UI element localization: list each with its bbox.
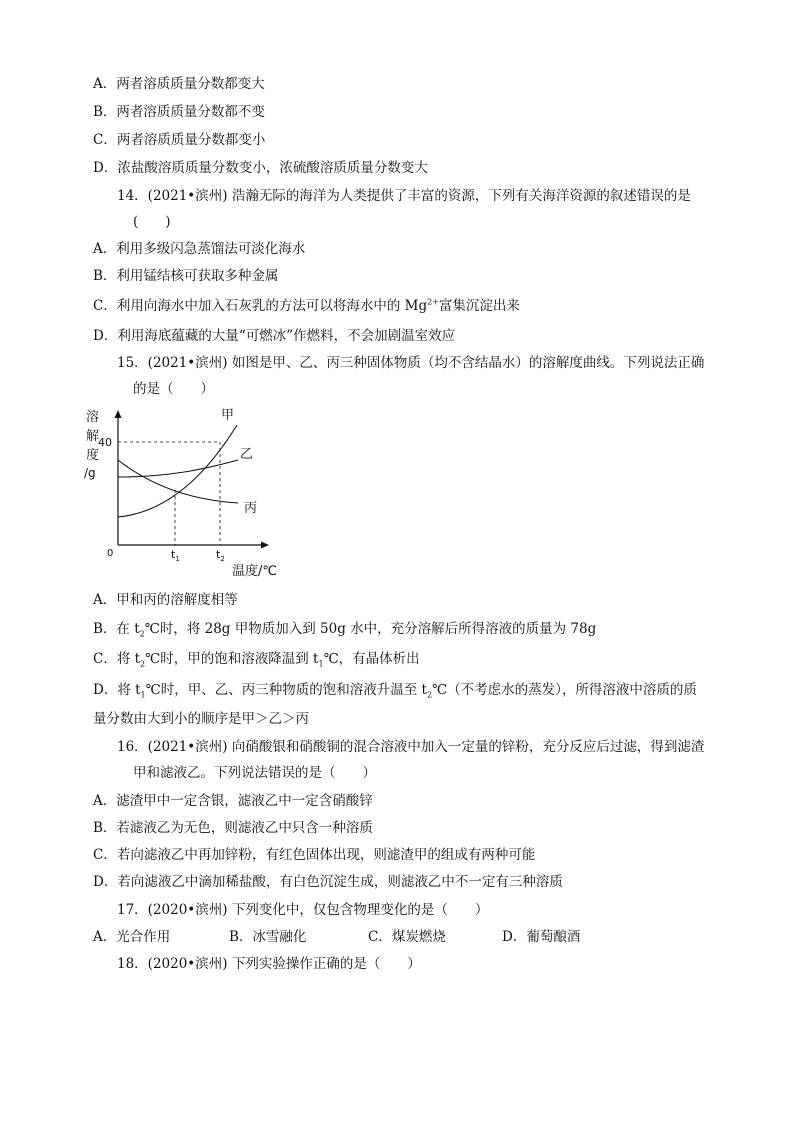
curve-label-yi: 乙 <box>240 447 254 462</box>
x-tick-t2: $t_2$ <box>216 548 225 563</box>
q16-option-c: C．若向滤液乙中再加锌粉，有红色固体出现，则滤渣甲的组成有两种可能 <box>93 847 536 863</box>
q14-option-d: D．利用海底蕴藏的大量“可燃冰”作燃料，不会加剧温室效应 <box>93 328 456 344</box>
x-tick-t1: $t_1$ <box>171 548 180 563</box>
q15-option-d-part1: D．将 t <box>93 682 141 698</box>
q16-option-b: B．若滤液乙为无色，则滤液乙中只含一种溶质 <box>93 820 373 836</box>
q18-stem: 18．(2020•滨州) 下列实验操作正确的是（ ） <box>117 956 421 972</box>
q14-option-c <box>93 297 520 315</box>
y-axis-arrow <box>115 410 122 418</box>
q14-stem: 14．(2021•滨州) 浩瀚无际的海洋为人类提供了丰富的资源，下列有关海洋资源的叙述错误的是 <box>117 188 691 204</box>
q14-stem-cont: ( ) <box>133 214 171 230</box>
q15-option-b-part2: ℃时，将 28g 甲物质加入到 50g 水中，充分溶解后所得溶液的质量为 78g <box>144 621 597 637</box>
q15-option-c <box>93 650 420 668</box>
subscript-1: 1 <box>140 690 146 700</box>
origin-label: 0 <box>107 548 114 559</box>
q15-option-d-part2: ℃时，甲、乙、丙三种物质的饱和溶液升温至 t <box>145 682 427 698</box>
y-tick-40: 40 <box>98 436 112 449</box>
curve-label-jia: 甲 <box>221 408 235 423</box>
q15-option-c-part2: ℃时，甲的饱和溶液降温到 t <box>145 651 319 667</box>
q15-option-b-part1: B．在 t <box>93 621 140 637</box>
q16-option-a: A．滤渣甲中一定含银，滤液乙中一定含硝酸锌 <box>93 793 373 809</box>
mg-charge-sup: 2+ <box>427 297 439 307</box>
ylabel-char-3: 度 <box>86 448 100 463</box>
q17-option-b: B．冰雪融化 <box>229 929 307 945</box>
q15-stem: 15．(2021•滨州) 如图是甲、乙、丙三种固体物质（均不含结晶水）的溶解度曲线。下列说法正确 <box>117 355 705 371</box>
q17-option-c: C．煤炭燃烧 <box>368 929 446 945</box>
ylabel-char-1: 溶 <box>86 410 100 425</box>
q15-stem-cont: 的是（ ） <box>133 381 214 397</box>
ylabel-char-4: /g <box>84 466 96 480</box>
q14-option-b: B．利用锰结核可获取多种金属 <box>93 268 279 284</box>
x-axis-label: 温度/℃ <box>232 564 277 579</box>
q13-option-c: C．两者溶质质量分数都变小 <box>93 132 266 148</box>
q13-option-b: B．两者溶质质量分数都不变 <box>93 104 265 120</box>
curve-label-bing: 丙 <box>244 501 258 516</box>
ylabel-char-2: 解 <box>86 429 100 444</box>
q17-stem: 17．(2020•滨州) 下列变化中，仅包含物理变化的是（ ） <box>117 902 489 918</box>
x-axis-arrow <box>261 542 269 549</box>
subscript-2: 2 <box>139 629 145 639</box>
q15-option-b <box>93 620 596 638</box>
solubility-curve-graph <box>80 405 280 581</box>
subscript-2: 2 <box>140 659 146 669</box>
q15-option-d <box>93 681 697 699</box>
q15-option-a: A．甲和丙的溶解度相等 <box>93 592 238 608</box>
q14-option-c-text: C．利用向海水中加入石灰乳的方法可以将海水中的 Mg <box>93 298 428 314</box>
q15-option-c-part3: ℃，有晶体析出 <box>323 651 420 667</box>
q13-option-a: A．两者溶质质量分数都变大 <box>93 76 265 92</box>
q17-option-d: D．葡萄酿酒 <box>502 929 581 945</box>
q15-option-d-part3: ℃（不考虑水的蒸发），所得溶液中溶质的质 <box>432 682 697 698</box>
q14-option-a: A．利用多级闪急蒸馏法可淡化海水 <box>93 241 306 257</box>
q16-stem: 16．(2021•滨州) 向硝酸银和硝酸铜的混合溶液中加入一定量的锌粉，充分反应后过滤，得到滤渣 <box>117 739 705 755</box>
q13-option-d: D．浓盐酸溶质质量分数变小，浓硫酸溶质质量分数变大 <box>93 160 428 176</box>
q16-option-d: D．若向滤液乙中滴加稀盐酸，有白色沉淀生成，则滤液乙中不一定有三种溶质 <box>93 874 563 890</box>
q16-stem-cont: 甲和滤液乙。下列说法错误的是（ ） <box>133 765 376 781</box>
subscript-1: 1 <box>318 659 324 669</box>
q15-option-d-cont: 量分数由大到小的顺序是甲＞乙＞丙 <box>93 711 309 727</box>
q14-option-c-tail: 富集沉淀出来 <box>438 298 520 314</box>
q17-options-row <box>93 928 580 946</box>
q15-option-c-part1: C．将 t <box>93 651 141 667</box>
curve-jia <box>118 425 237 517</box>
subscript-2: 2 <box>426 690 433 700</box>
q17-option-a: A．光合作用 <box>93 929 171 945</box>
